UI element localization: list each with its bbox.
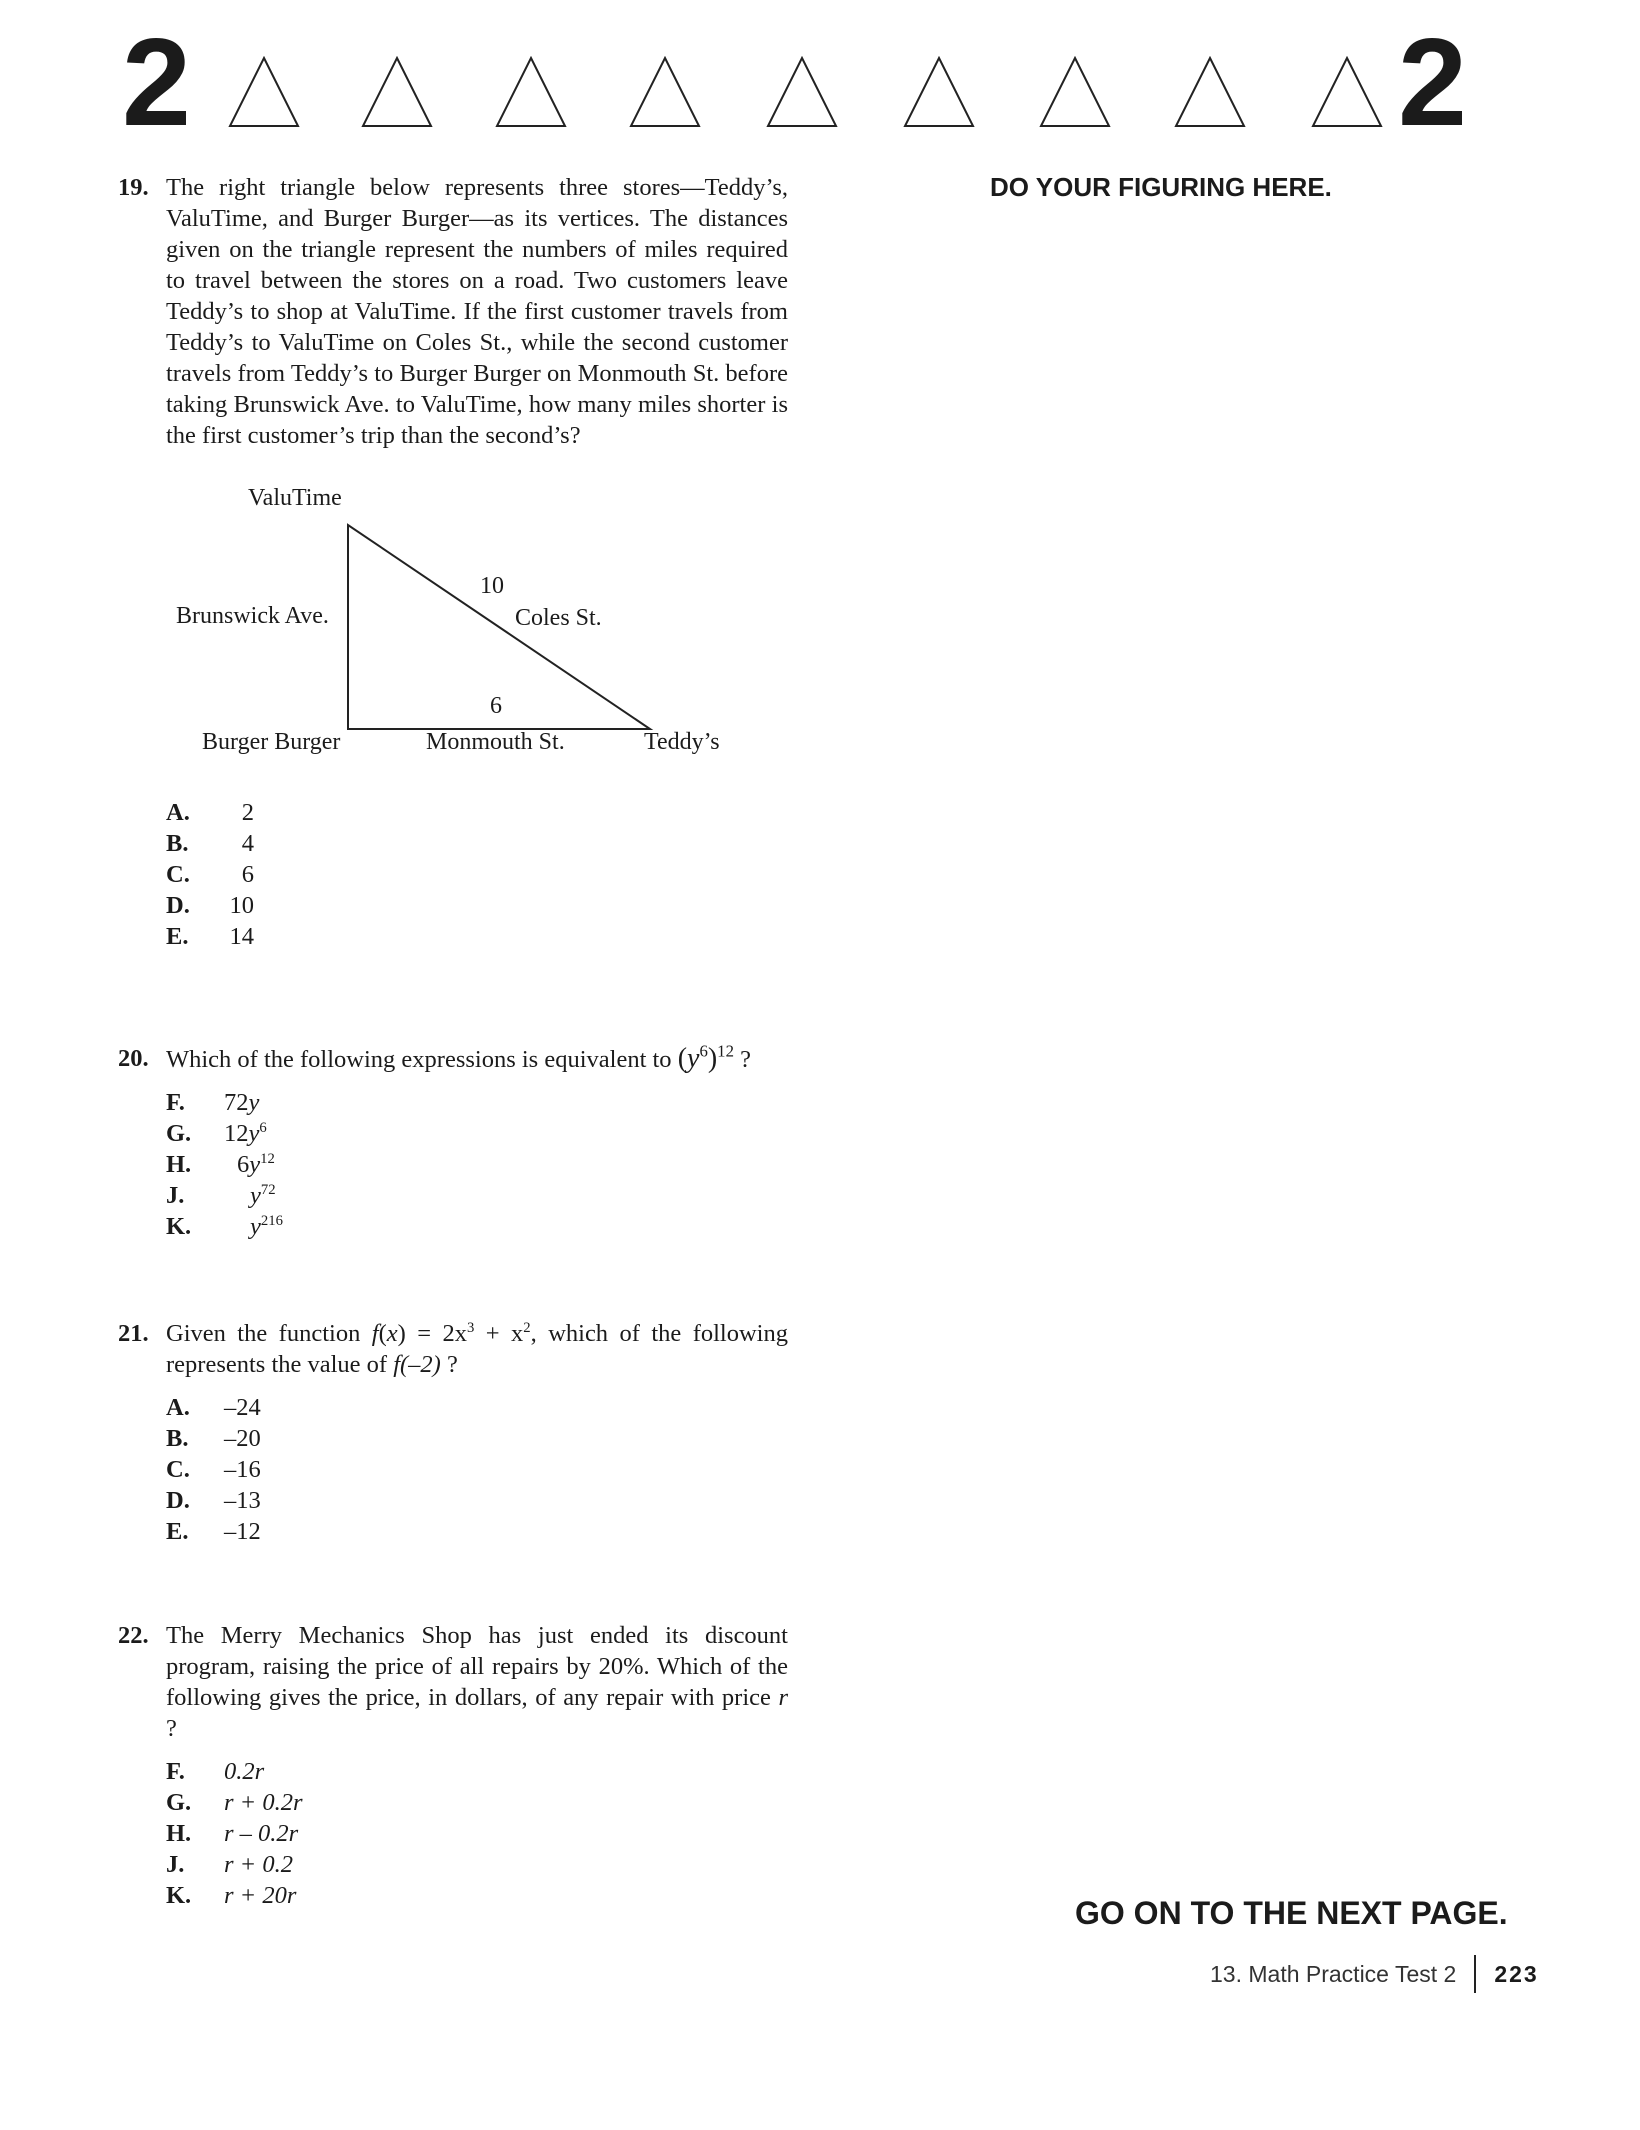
question-stem: 22. The Merry Mechanics Shop has just ended its discount program, raising the price of all repairs by 20%. Which of the following gives the price, in dollars, of any repair with price r ? — [118, 1622, 788, 1742]
triangle-icon — [361, 56, 433, 128]
next-page-notice: GO ON TO THE NEXT PAGE. — [1075, 1895, 1508, 1931]
answer-choice[interactable]: B. –20 — [166, 1425, 261, 1452]
answer-choice[interactable]: H. r – 0.2r — [166, 1820, 299, 1847]
label-hypotenuse-length: 10 — [480, 573, 504, 599]
answer-choice[interactable]: J. r + 0.2 — [166, 1851, 293, 1878]
section-number-right: 2 — [1398, 14, 1467, 152]
chapter-title: 13. Math Practice Test 2 — [1210, 1960, 1457, 1987]
triangle-icon — [1039, 56, 1111, 128]
question-number: 19. — [118, 174, 149, 201]
label-base-length: 6 — [490, 693, 502, 719]
answer-choice[interactable]: F. 72y — [166, 1089, 260, 1116]
triangle-icon — [228, 56, 300, 128]
triangle-icon — [903, 56, 975, 128]
label-coles: Coles St. — [515, 605, 602, 631]
page-number: 223 — [1494, 1960, 1539, 1987]
answer-choice[interactable]: E. –12 — [166, 1518, 261, 1545]
answer-choice[interactable]: K. $y^{216}$ — [166, 1212, 283, 1240]
question-22 — [118, 1620, 788, 1911]
label-monmouth: Monmouth St. — [426, 729, 565, 755]
question-stem: 21. Given the function $f(x) = 2x^3 + x^2$, which of the following represents the value of f(–2) ? — [118, 1319, 788, 1378]
answer-choice[interactable]: D. –13 — [166, 1487, 261, 1514]
triangle-icon — [1174, 56, 1246, 128]
label-valutime: ValuTime — [248, 485, 342, 511]
answer-choice[interactable]: C. –16 — [166, 1456, 261, 1483]
answer-choice[interactable]: K. r + 20r — [166, 1882, 297, 1909]
footer-divider — [1474, 1955, 1476, 1993]
label-brunswick: Brunswick Ave. — [176, 603, 329, 629]
question-19 — [118, 172, 788, 451]
page-footer — [1210, 1955, 1539, 1993]
question-19-choices — [118, 797, 788, 952]
triangle-icon — [629, 56, 701, 128]
question-stem: 20. Which of the following expressions is equivalent to $(y^6)^{12}$ ? — [118, 1041, 751, 1074]
answer-choice[interactable]: F. 0.2r — [166, 1758, 265, 1785]
answer-choice[interactable]: G. $12y^6$ — [166, 1119, 267, 1147]
figuring-note: DO YOUR FIGURING HERE. — [990, 172, 1332, 202]
function-expression: $f(x) = 2x^3 + x^2$ — [371, 1319, 531, 1347]
answer-choice[interactable]: B. 4 — [166, 830, 254, 857]
question-text: The right triangle below represents three stores—Teddy’s, ValuTime, and Burger Burger—as its vertices. The distances given on the triangle represent the numbers of miles required to travel between the stores on a road. Two customers leave Teddy’s to shop at ValuTime. If the first customer travels from Teddy’s to ValuTime on Coles St., while the second customer travels from Teddy’s to Burger Burger on Monmouth St. before taking Brunswick Ave. to ValuTime, how many miles shorter is the first customer’s trip than the second’s? — [166, 174, 788, 449]
section-header — [0, 0, 1640, 150]
answer-choices — [118, 1756, 788, 1911]
question-20 — [118, 1043, 788, 1242]
triangle-icon — [1311, 56, 1383, 128]
answer-choices — [118, 797, 788, 952]
triangle-icon — [495, 56, 567, 128]
answer-choice[interactable]: D. 10 — [166, 892, 254, 919]
question-number: 20. — [118, 1045, 149, 1072]
answer-choice[interactable]: G. r + 0.2r — [166, 1789, 303, 1816]
question-21 — [118, 1318, 788, 1547]
section-number-left: 2 — [122, 14, 191, 152]
triangle-icon — [766, 56, 838, 128]
answer-choice[interactable]: C. 6 — [166, 861, 254, 888]
answer-choice[interactable]: A. 2 — [166, 799, 254, 826]
label-teddys: Teddy’s — [644, 729, 720, 755]
question-number: 22. — [118, 1622, 149, 1649]
question-text: Which of the following expressions is equivalent to — [166, 1046, 672, 1073]
question-number: 21. — [118, 1320, 149, 1347]
answer-choices — [118, 1392, 788, 1547]
answer-choice[interactable]: J. $y^{72}$ — [166, 1181, 276, 1209]
answer-choice[interactable]: A. –24 — [166, 1394, 261, 1421]
question-stem — [118, 172, 788, 451]
answer-choices — [118, 1087, 788, 1242]
label-burger-burger: Burger Burger — [202, 729, 341, 755]
answer-choice[interactable]: E. 14 — [166, 923, 254, 950]
expression: $(y^6)^{12}$ — [677, 1041, 734, 1074]
triangle-diagram — [170, 485, 790, 765]
answer-choice[interactable]: H. $6y^{12}$ — [166, 1150, 275, 1178]
